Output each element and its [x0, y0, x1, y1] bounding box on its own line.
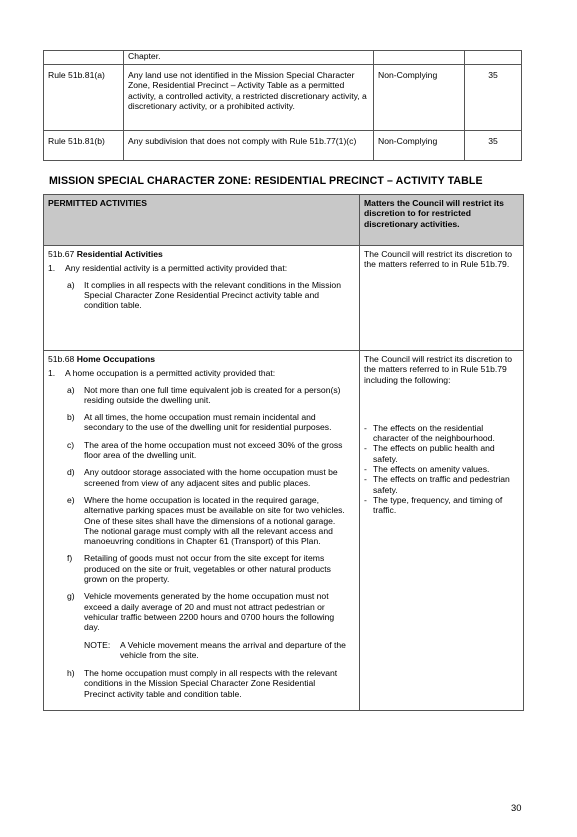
item-text: A home occupation is a permitted activity provided that:: [65, 368, 276, 379]
table-row: [44, 65, 522, 131]
list-item: [48, 263, 355, 273]
dash-bullet-icon: -: [364, 443, 367, 454]
list-item: [364, 464, 519, 474]
dash-bullet-icon: -: [364, 474, 367, 485]
list-item: [364, 423, 519, 444]
section-title: MISSION SPECIAL CHARACTER ZONE: RESIDENTIAL PRECINCT – ACTIVITY TABLE: [49, 175, 483, 187]
rule-title: Home Occupations: [76, 354, 156, 364]
item-text: At all times, the home occupation must remain incidental and secondary to the use of the dwelling unit for residential purposes.: [84, 412, 332, 433]
dash-bullet-icon: -: [364, 464, 367, 475]
status-cell: Non-Complying: [374, 131, 465, 161]
list-item: [364, 474, 519, 495]
item-label: a): [67, 384, 75, 395]
item-label: h): [67, 668, 75, 679]
activity-cell: Chapter.: [124, 51, 374, 65]
note: [84, 640, 347, 661]
item-label: f): [67, 553, 73, 564]
item-text: Where the home occupation is located in the required garage, alternative parking spaces must be available on site for two vehicles. One of these sites shall have the dimensions of a notional garage. The notional garage must comply with all the relevant access and manoeuvring conditions in Chapter 61 (Transport) of this Plan.: [84, 494, 345, 547]
rule-cell: Rule 51b.81(a): [44, 65, 124, 131]
note-text: A Vehicle movement means the arrival and departure of the vehicle from the site.: [120, 639, 346, 660]
residential-matters-cell: [360, 246, 524, 351]
list-item: [67, 495, 347, 546]
item-label: c): [67, 439, 75, 450]
table-row: [44, 51, 522, 65]
bullet-text: The effects on traffic and pedestrian safety.: [373, 474, 510, 495]
item-label: b): [67, 412, 75, 423]
note-label: NOTE:: [84, 639, 111, 650]
item-text: It complies in all respects with the relevant conditions in the Mission Special Character Zone Residential Precinct activity table and condition table.: [84, 279, 341, 311]
bullet-text: The type, frequency, and timing of traffic.: [373, 494, 503, 516]
page-number: 30: [511, 802, 522, 813]
item-text: Not more than one full time equivalent job is created for a person(s) residing outside the dwelling unit.: [84, 384, 341, 405]
item-number: 1.: [48, 263, 56, 274]
rule-cell: [44, 51, 124, 65]
table-row: [44, 351, 524, 711]
clause-cell: 35: [465, 131, 522, 161]
list-item: [67, 412, 347, 433]
item-number: 1.: [48, 368, 56, 379]
home-occupations-matters-cell: [360, 351, 524, 711]
rule-heading: [48, 354, 355, 364]
item-text: Any residential activity is a permitted activity provided that:: [65, 263, 288, 274]
table-row: [44, 246, 524, 351]
item-label: g): [67, 591, 75, 602]
matters-text: The Council will restrict its discretion to the matters referred to in Rule 51b.79 including the following:: [364, 354, 513, 385]
matters-text: The Council will restrict its discretion to the matters referred to in Rule 51b.79.: [364, 249, 513, 270]
spacer: [364, 385, 519, 423]
clause-cell: 35: [465, 65, 522, 131]
clause-cell: [465, 51, 522, 65]
item-text: The area of the home occupation must not exceed 30% of the gross floor area of the dwelling unit.: [84, 439, 343, 461]
list-item: [364, 443, 519, 464]
residential-activities-cell: [44, 246, 360, 351]
rule-cell: Rule 51b.81(b): [44, 131, 124, 161]
rule-number: 51b.68: [48, 354, 75, 364]
list-item: [48, 368, 355, 378]
item-label: d): [67, 467, 75, 478]
activity-table: [43, 194, 524, 711]
list-item: [67, 668, 347, 699]
list-item: [67, 385, 347, 406]
rule-heading: [48, 249, 355, 259]
item-text: Any outdoor storage associated with the home occupation must be screened from view of any adjacent sites and public places.: [84, 467, 338, 488]
table-header-row: [44, 195, 524, 246]
activity-cell: Any subdivision that does not comply with Rule 51b.77(1)(c): [124, 131, 374, 161]
rule-number: 51b.67: [48, 249, 75, 259]
home-occupations-cell: [44, 351, 360, 711]
list-item: [67, 467, 347, 488]
dash-bullet-icon: -: [364, 422, 367, 433]
list-item: [67, 280, 347, 311]
bullet-text: The effects on the residential character of the neighbourhood.: [373, 422, 495, 444]
list-item: [67, 440, 347, 461]
status-cell: Non-Complying: [374, 65, 465, 131]
item-text: Vehicle movements generated by the home occupation must not exceed a daily average of 20 and must not attract pedestrian or vehicular traffic between 2200 hours and 0700 hours the following day.: [84, 591, 335, 633]
rule-title: Residential Activities: [76, 249, 163, 259]
bullet-text: The effects on public health and safety.: [373, 443, 495, 464]
matters-list: [364, 423, 519, 516]
list-item: [67, 591, 347, 632]
rules-status-table: [43, 50, 522, 161]
item-text: The home occupation must comply in all respects with the relevant conditions in the Mission Special Character Zone Residential Precinct activity table and condition table.: [84, 668, 338, 699]
item-label: a): [67, 279, 75, 290]
item-label: e): [67, 494, 75, 505]
bullet-text: The effects on amenity values.: [373, 464, 490, 475]
matters-header: Matters the Council will restrict its discretion to for restricted discretionary activities.: [360, 195, 524, 246]
activity-cell: Any land use not identified in the Mission Special Character Zone, Residential Precinct – Activity Table as a permitted activity, a controlled activity, a restricted discretionary activity, a discretionary activity, or a prohibited activity.: [124, 65, 374, 131]
dash-bullet-icon: -: [364, 494, 367, 505]
status-cell: [374, 51, 465, 65]
permitted-activities-header: PERMITTED ACTIVITIES: [44, 195, 360, 246]
table-row: [44, 131, 522, 161]
list-item: [67, 553, 347, 584]
list-item: [364, 495, 519, 516]
item-text: Retailing of goods must not occur from the site except for items produced on the site or fruit, vegetables or other natural products grown on the property.: [84, 553, 331, 585]
